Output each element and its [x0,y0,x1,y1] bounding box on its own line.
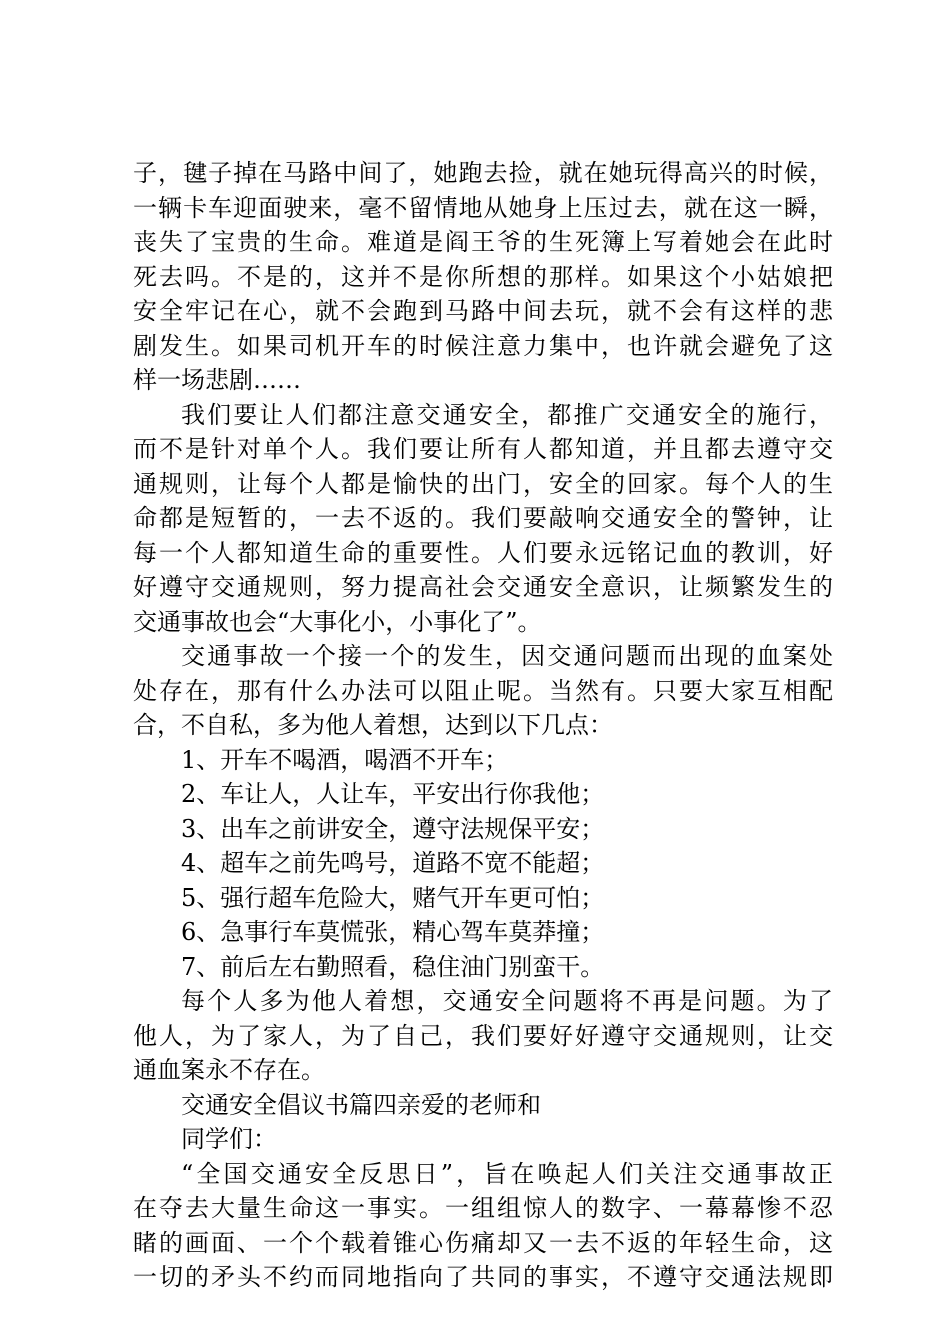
text-line: 通规则，让每个人都是愉快的出门，安全的回家。每个人的生 [133,469,833,498]
document-body-text [133,156,833,1295]
text-line: 一切的矛头不约而同地指向了共同的事实，不遵守交通法规即 [133,1263,833,1291]
text-line: 死去吗。不是的，这并不是你所想的那样。如果这个小姑娘把 [133,262,833,291]
text-line: 交通安全倡议书篇四亲爱的老师和 [181,1090,541,1119]
text-line: 安全牢记在心，就不会跑到马路中间去玩，就不会有这样的悲 [133,297,833,325]
text-line: 而不是针对单个人。我们要让所有人都知道，并且都去遵守交 [133,435,833,463]
text-line: 一辆卡车迎面驶来，毫不留情地从她身上压过去，就在这一瞬， [133,193,833,222]
text-line: 交通事故一个接一个的发生，因交通问题而出现的血案处 [181,642,833,670]
text-line: 我们要让人们都注意交通安全，都推广交通安全的施行， [181,400,833,429]
text-line: 2、车让人，人让车，平安出行你我他； [181,780,605,808]
text-line: 子，毽子掉在马路中间了，她跑去捡，就在她玩得高兴的时候， [133,159,833,187]
text-line: 他人，为了家人，为了自己，我们要好好遵守交通规则，让交 [133,1021,833,1050]
text-line: 通血案永不存在。 [133,1056,325,1084]
text-line: 睹的画面、一个个载着锥心伤痛却又一去不返的年轻生命，这 [133,1228,833,1257]
text-line: 合，不自私，多为他人着想，达到以下几点： [133,711,613,739]
text-line: 交通事故也会“大事化小，小事化了”。 [133,607,542,636]
text-line: 剧发生。如果司机开车的时候注意力集中，也许就会避免了这 [133,331,833,360]
text-line: 每个人多为他人着想，交通安全问题将不再是问题。为了 [181,987,833,1015]
text-line: 每一个人都知道生命的重要性。人们要永远铭记血的教训，好 [133,538,833,567]
text-line: 3、出车之前讲安全，遵守法规保平安； [181,814,605,843]
text-line: 在夺去大量生命这一事实。一组组惊人的数字、一幕幕惨不忍 [133,1194,833,1222]
text-line: “全国交通安全反思日”，旨在唤起人们关注交通事故正 [181,1159,833,1188]
text-line: 处存在，那有什么办法可以阻止呢。当然有。只要大家互相配 [133,676,833,705]
text-line: 1、开车不喝酒，喝酒不开车； [181,745,509,774]
text-line: 丧失了宝贵的生命。难道是阎王爷的生死簿上写着她会在此时 [133,228,833,256]
text-line: 样一场悲剧…… [133,366,301,394]
text-line: 7、前后左右勤照看，稳住油门别蛮干。 [181,952,605,981]
text-line: 命都是短暂的，一去不返的。我们要敲响交通安全的警钟，让 [133,504,833,532]
text-line: 好遵守交通规则，努力提高社会交通安全意识，让频繁发生的 [133,573,833,601]
text-line: 5、强行超车危险大，赌气开车更可怕； [181,883,605,912]
text-line: 6、急事行车莫慌张，精心驾车莫莽撞； [181,918,605,946]
text-line: 4、超车之前先鸣号，道路不宽不能超； [181,849,605,877]
text-line: 同学们： [181,1125,277,1153]
